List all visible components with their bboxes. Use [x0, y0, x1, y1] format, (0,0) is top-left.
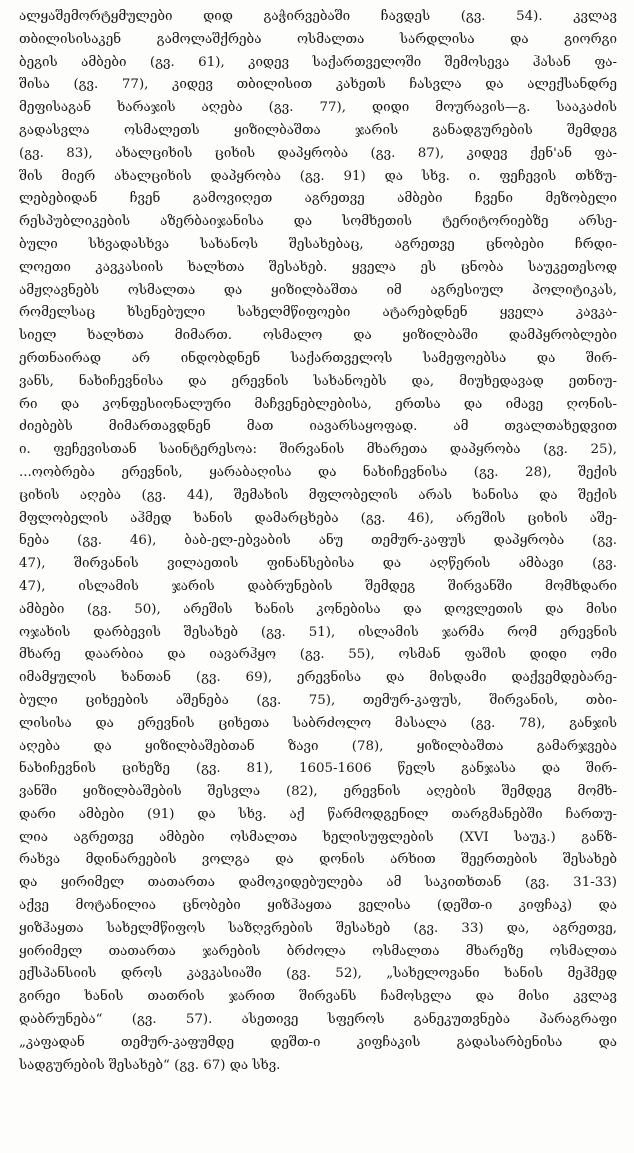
text-line: ლისისა და ერევნის ციხეთა საბრძოლო მასალა (გვ. 78), განჯის: [19, 715, 617, 731]
text-line: რახვა მდინარეების ვოლგა და დონის არხით შეერთების შესახებ: [19, 852, 617, 868]
text-line: ერთნაირად არ ინდობდნენ საქართველოს სამეფოებსა და შირ-: [19, 350, 617, 366]
text-line: მეფისაგან ხარაჯის აღება (გვ. 77), დიდი მოურავის—გ. სააკაძის: [19, 100, 617, 116]
text-line: ...ოობრება ერევნის, ყარაბაღისა და ნახიჩევნისა (გვ. 28), შექის: [19, 464, 617, 480]
text-line: სიელ ხალხთა მიმართ. ოსმალო და ყიზილბაში დამპყრობლები: [19, 328, 617, 344]
text-line: 47), ისლამის ჯარის დაბრუნების შემდეგ შირვანში მომხდარი: [19, 578, 617, 594]
text-line: რესპუბლიკების აზერბაიჯანისა და სომხეთის ტერიტორიებზე არსე-: [19, 214, 617, 230]
text-line: ვანს, ნახიჩევნისა და ერევნის სახანოებს და, მიუხედავად ეთნიუ-: [19, 373, 617, 389]
text-line: იმამყულის ხანთან (გვ. 69), ერევნისა და მისდამი დაქვემდებარე-: [19, 670, 617, 686]
text-line: ი. ფეჩევისთან საინტერესოა: შირვანის მხარეთა დაპყრობა (გვ. 25),: [19, 442, 617, 458]
text-line: აქვე მოტანილია ცნობები ყიზჰაყთა ველისა (დეშთ-ი კიფჩაკ) და: [19, 898, 617, 914]
text-line: შის მიერ ახალციხის დაპყრობა (გვ. 91) და სხვ. ი. ფეჩევის თხზუ-: [19, 168, 617, 184]
text-line: ლია აგრეთვე ამბები ოსმალთა ხელისუფლების (XVI საუკ.) განზ-: [19, 829, 617, 845]
text-line: (გვ. 83), ახალციხის ციხის დაპყრობა (გვ. 87), კიდევ ქენ'ან ფა-: [19, 145, 617, 161]
text-line: მხარე დაარბია და იავარჰყო (გვ. 55), ოსმან ფაშის დიდი ომი: [19, 647, 617, 663]
text-line: ყიზჰაყთა სახელმწიფოს საზღვრების შესახებ (გვ. 33) და, აგრეთვე,: [19, 920, 617, 936]
text-line: ვანში ყიზილბაშების შესვლა (82), ერევნის აღების შემდეგ მომხ-: [19, 784, 617, 800]
text-line: გადასვლა ოსმალეთს ყიზილბაშთა ჯარის განადგურების შემდეგ: [19, 122, 617, 138]
text-line: ნახიჩევნის ციხეზე (გვ. 81), 1605-1606 წელს განჯასა და შირ-: [19, 761, 617, 777]
text-line: ბული ციხეების აშენება (გვ. 75), თემურ-კაფუს, შირვანის, თბი-: [19, 692, 617, 708]
text-line: ციხის აღება (გვ. 44), შემახის მფლობელის არას ხანისა და შექის: [19, 487, 617, 503]
text-line: 47), შირვანის ვილაეთის ფინანსებისა და აღწერის ამბავი (გვ.: [19, 556, 617, 572]
body-text: [19, 6, 617, 1077]
text-line: ოჯახის დარბევის შესახებ (გვ. 51), ისლამის ჯარმა რომ ერევნის: [19, 624, 617, 640]
text-line: აღება და ყიზილბაშებთან ზავი (78), ყიზილბაშთა გამარჯვება: [19, 738, 617, 754]
text-line: მფლობელის აჰმედ ხანის დამარცხება (გვ. 46), არეშის ციხის აშე-: [19, 510, 617, 526]
text-line: და ყირიმელ თათართა დამოკიდებულება ამ საკითხთან (გვ. 31-33): [19, 875, 617, 891]
text-line: თბილისისაკენ გამოლაშქრება ოსმალთა სარდლისა და გიორგი: [19, 31, 617, 47]
text-line: ამბები (გვ. 50), არეშის ხანის კონებისა და დოვლეთის და მისი: [19, 601, 617, 617]
text-line: „კაფადან თემურ-კაფუმდე დეშთ-ი კიფჩაკის გადასარბენისა და: [19, 1034, 617, 1050]
text-line: რი და კონფესიონალური მაჩვენებლებისა, ერთსა და იმავე ღონის-: [19, 396, 617, 412]
text-line: ლებებიდან ჩვენ გამოვიღეთ აგრეთვე ამბები ჩვენი მეზობელი: [19, 191, 617, 207]
text-line: რომელსაც ხსენებული სახელმწიფოები ატარებდნენ ყველა კავკა-: [19, 305, 617, 321]
text-line: ლოეთი კავკასიის ხალხთა შესახებ. ყველა ეს ცნობა საუკეთესოდ: [19, 259, 617, 275]
text-line: გირეი ხანის თათრის ჯარით შირვანს ჩამოსვლა და მისი კვლავ: [19, 989, 617, 1005]
text-line: დარი ამბები (91) და სხვ. აქ წარმოდგენილ თარგმანებში ჩართუ-: [19, 806, 617, 822]
text-line: ამჟღავნებს ოსმალთა და ყიზილბაშთა იმ აგრესიულ პოლიტიკას,: [19, 282, 617, 298]
text-line: შისა (გვ. 77), კიდევ თბილისით კახეთს ჩასვლა და ალექსანდრე: [19, 77, 617, 93]
text-line: ექსპანსიის დროს კავკასიაში (გვ. 52), „სახელოვანი ხანის მეჰმედ: [19, 966, 617, 982]
text-line: ბული სხვადასხვა სახანოს შესახებაც, აგრეთვე ცნობები ჩრდი-: [19, 236, 617, 252]
text-line: სადგურების შესახებ“ (გვ. 67) და სხვ.: [19, 1057, 281, 1073]
text-line: ნება (გვ. 46), ბაბ-ელ-ებვაბის ანუ თემურ-კაფუს დაპყრობა (გვ.: [19, 533, 617, 549]
text-line: ძიებებს მიმართავდნენ მათ იავარსაყოფად. ამ თვალთახედვით: [19, 419, 617, 435]
text-line: ალყაშემორტყმულები დიდ გაჭირვებაში ჩავდეს (გვ. 54). კვლავ: [19, 9, 617, 24]
text-line: დაბრუნება“ (გვ. 57). ასეთივე სფეროს განეკუთვნება პარაგრაფი: [19, 1012, 617, 1028]
text-line: ბეგის ამბები (გვ. 61), კიდევ საქართველოში შემოსევა ჰასან ფა-: [19, 54, 617, 70]
text-line: ყირიმელ თათართა ჯარების ბრძოლა ოსმალთა მხარეზე ოსმალთა: [19, 943, 617, 959]
